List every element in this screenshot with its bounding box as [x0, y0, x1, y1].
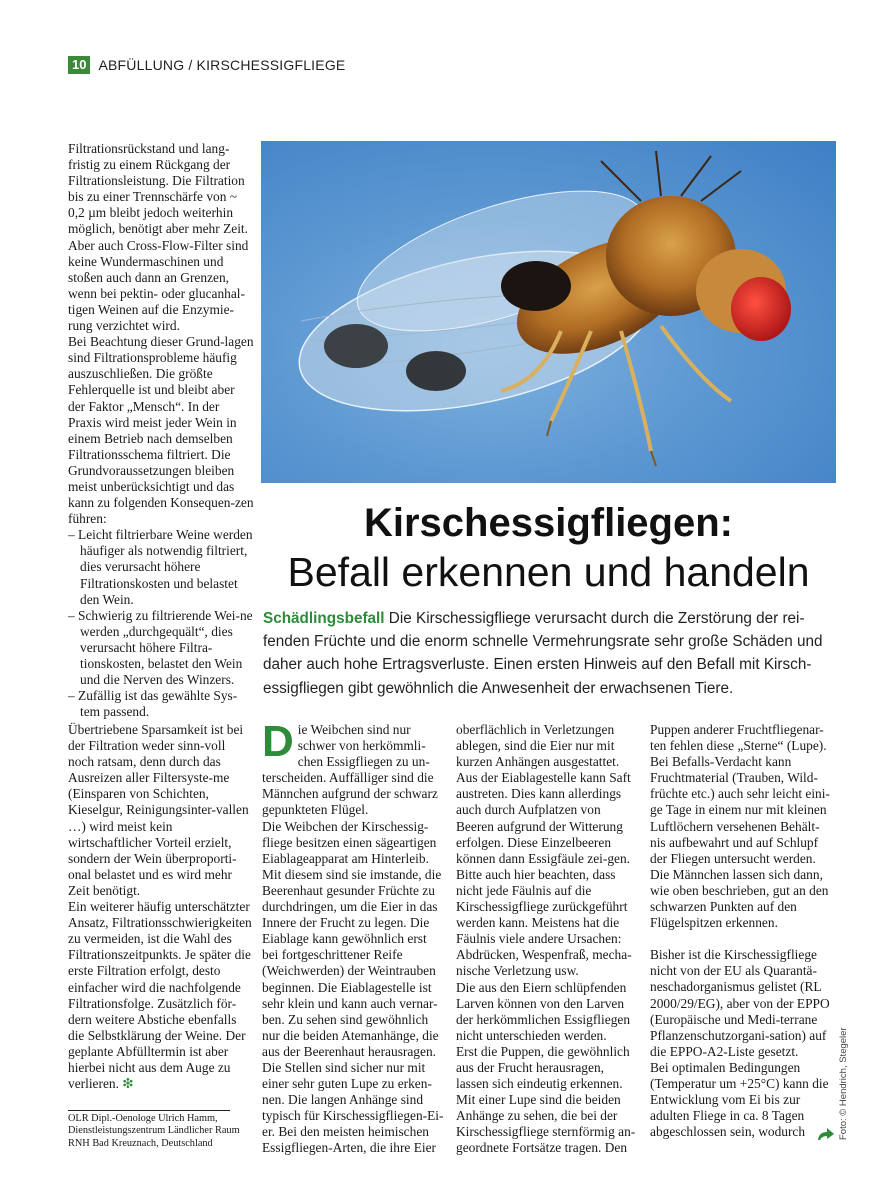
paragraph — [262, 717, 446, 819]
end-mark-icon: ❇ — [122, 1076, 134, 1092]
column-3 — [456, 722, 640, 1157]
author-divider — [68, 1110, 230, 1111]
paragraph: Bei Beachtung dieser Grund-lagen sind Filtrationsprobleme häufig auszuschließen. Die größte Fehlerquelle ist und bleibt aber der Faktor „Mensch“. In der Praxis wird meist jeder Wein in einem Betrieb nach demselben Filtrationsschema filtriert. Die Grundvoraussetzungen bleiben meist unberücksichtigt und das kann zu folgenden Konsequen-zen führen: — [68, 334, 254, 527]
photo-credit: Foto: © Hendrich, Stegeler — [838, 1027, 849, 1140]
paragraph-text: Ein weiterer häufig unterschätzter Ansatz, Filtrationsschwierigkeiten zu vermeiden, ist die Wahl des Filtrationszeitpunkts. Je später die erste Filtration erfolgt, desto einfacher wird die nachfolgende Filtrationsfolge. Zusätzlich för-dern weitere Abstiche ebenfalls die Selbstklärung der Weine. Der geplante Abfülltermin ist aber hierbei nicht aus dem Auge zu verlieren. — [68, 899, 252, 1092]
paragraph: Filtrationsrückstand und lang-fristig zu einem Rückgang der Filtrationsleistung. Die Filtration bis zu einer Trennschärfe von ~ 0,2 µm bleibt jedoch weiterhin möglich, benötigt aber mehr Zeit. Aber auch Cross-Flow-Filter sind keine Wundermaschinen und stoßen auch dann an Grenzen, wenn bei pektin- oder glucanhal-tigen Weinen auf die Enzymie-rung verzichtet wird. — [68, 141, 249, 334]
lead-text: Die Kirschessigfliege verursacht durch die Zerstörung der rei-fenden Früchte und die enorm schnelle Vermehrungsrate sehr große Schäden und daher auch hohe Ertragsverluste. Einen ersten Hinweis auf den Befall mit Kirsch-essigfliegen gibt gewöhnlich die Anwesenheit der erwachsenen Tiere. — [263, 610, 823, 697]
section-title: ABFÜLLUNG / KIRSCHESSIGFLIEGE — [98, 57, 346, 73]
paragraph: Übertriebene Sparsamkeit ist bei der Filtration weder sinn-voll noch ratsam, denn durch das Ausreizen aller Filtersyste-me (Einsparen von Schichten, Kieselgur, Reinigungsinter-vallen …) wird meist kein wirtschaftlicher Vorteil erzielt, sondern der Wein überproporti-onal belastet und es wird mehr Zeit benötigt. — [68, 722, 249, 898]
paragraph: Erst die Puppen, die gewöhnlich aus der Frucht herausragen, lassen sich eindeutig erkennen. Mit einer Lupe sind die beiden Anhänge zu sehen, die bei der Kirschessigfliege sternförmig an-geordnete Fortsätze tragen. Den — [456, 1043, 636, 1156]
paragraph-text: ie Weibchen sind nur schwer von herkömmli-chen Essigfliegen zu un-terscheiden. Auffälliger sind die Männchen aufgrund der schwarz gepunkteten Flügel. — [262, 722, 438, 818]
fly-photo — [261, 141, 836, 483]
article-title-line2: Befall erkennen und handeln — [287, 549, 810, 595]
page-number: 10 — [68, 56, 90, 74]
page-header — [68, 56, 345, 74]
paragraph: Bisher ist die Kirschessigfliege nicht von der EU als Quarantä-neschadorganismus gelistet (RL 2000/29/EG), aber von der EPPO (Europäische und Medi-terrane Pflanzenschutzorgani-sation) auf die EPPO-A2-Liste gesetzt. — [650, 947, 830, 1059]
article-title-line1: Kirschessigfliegen: — [363, 501, 733, 545]
paragraph: Die aus den Eiern schlüpfenden Larven können von den Larven der herkömmlichen Essigfliegen nicht unterschieden werden. — [456, 979, 631, 1043]
lead-paragraph — [263, 607, 835, 700]
left-column-top — [68, 141, 254, 720]
lead-keyword: Schädlingsbefall — [263, 610, 385, 627]
paragraph: oberflächlich in Verletzungen ablegen, sind die Eier nur mit kurzen Anhängen ausgestattet. Aus der Eiablagestelle kann Saft austreten. Dies kann allerdings auch durch Aufplatzen von Beeren aufgrund der Witterung erfolgen. Diese Einzelbeeren können dann Essigfäule zei-gen. Bitte auch hier beachten, dass nicht jede Fäulnis auf die Kirschessigfliege zurückgeführt werden kann. Meistens hat die Fäulnis viele andere Ursachen: Abdrücken, Wespenfraß, mecha-nische Verletzung usw. — [456, 722, 632, 979]
dropcap: D — [262, 717, 294, 766]
column-4 — [650, 722, 834, 1140]
column-2 — [262, 717, 446, 1157]
paragraph: Die Weibchen der Kirschessig-fliege besitzen einen sägeartigen Eiablageapparat am Hinterleib. Mit diesem sind sie imstande, die Beerenhaut gesunder Früchte zu durchdringen, um die Eier in das Innere der Frucht zu legen. Die Eiablage kann gewöhnlich erst bei fortgeschrittener Reife (Weichwerden) der Weintrauben beginnen. Die Eiablagestelle ist sehr klein und kann auch vernar-ben. Zu sehen sind gewöhnlich nur die beiden Atemanhänge, die aus der Beerenhaut herausragen. Die Stellen sind sicher nur mit einer sehr guten Lupe zu erken-nen. Die langen Anhänge sind typisch für Kirschessigfliegen-Ei-er. Bei den meisten heimischen Essigfliegen-Arten, die ihre Eier — [262, 818, 444, 1156]
continue-arrow-icon — [817, 1127, 835, 1141]
left-column-bottom — [68, 722, 254, 1092]
author-info: OLR Dipl.-Oenologe Ulrich Hamm, Dienstleistungszentrum Ländlicher Raum RNH Bad Kreuznach, Deutschland — [68, 1113, 240, 1149]
bullet-item: – Schwierig zu filtrierende Wei-ne werden „durchgequält“, dies verursacht höhere Filtra-tionskosten, belastet den Wein und die Nerven des Winzers. — [68, 607, 253, 688]
paragraph — [68, 899, 254, 1092]
bullet-item: – Leicht filtrierbare Weine werden häufiger als notwendig filtriert, dies verursacht höhere Filtrationskosten und belastet den Wein. — [68, 527, 253, 607]
paragraph: Bei optimalen Bedingungen (Temperatur um +25°C) kann die Entwicklung vom Ei bis zur adulten Fliege in ca. 8 Tagen abgeschlossen sein, wodurch — [650, 1059, 829, 1140]
paragraph: Puppen anderer Fruchtfliegenar-ten fehlen diese „Sterne“ (Lupe). Bei Befalls-Verdacht kann Fruchtmaterial (Trauben, Wild-früchte etc.) auch sehr leicht eini-ge Tage in einem nur mit kleinen Luftlöchern versehenen Behält-nis aufbewahrt und auf Schlupf der Fliegen untersucht werden. Die Männchen lassen sich dann, wie oben beschrieben, gut an den schwarzen Punkten auf den Flügelspitzen erkennen. — [650, 722, 830, 931]
bullet-item: – Zufällig ist das gewählte Sys-tem passend. — [68, 688, 238, 720]
drosophila-illustration — [261, 141, 836, 483]
